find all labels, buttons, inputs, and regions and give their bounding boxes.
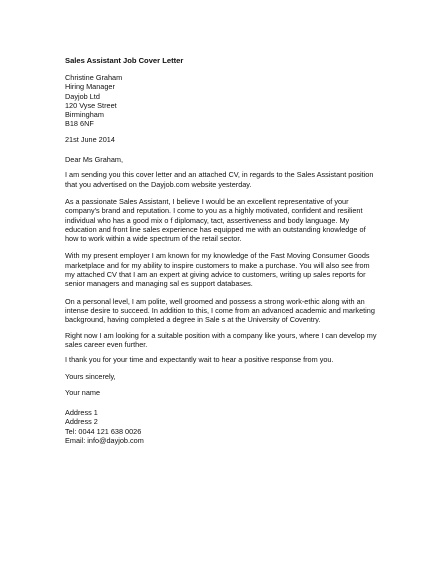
paragraph (65, 251, 385, 288)
paragraph (65, 170, 385, 189)
paragraph (65, 331, 385, 350)
paragraph-line: I am sending you this cover letter and an attached CV, in regards to the Sales Assistant position (65, 170, 374, 180)
letter-date: 21st June 2014 (65, 134, 115, 144)
paragraph-line: With my present employer I am known for my knowledge of the Fast Moving Consumer Goods (65, 251, 370, 261)
paragraph-line: senior managers and managing sal es support databases. (65, 279, 253, 289)
paragraph (65, 197, 385, 243)
signature-name: Your name (65, 387, 101, 397)
paragraph-line: Right now I am looking for a suitable position with a company like yours, where I can develop my (65, 330, 377, 340)
letter-body (65, 56, 385, 445)
sender-line: Email: info@dayjob.com (65, 435, 144, 445)
recipient-line: Birmingham (65, 110, 104, 120)
paragraph-line: education and front line sales experience has equipped me with an outstanding knowledge of (65, 224, 366, 234)
paragraph-line: On a personal level, I am polite, well groomed and possess a strong work-ethic along with an (65, 296, 365, 306)
paragraph-line: marketplace and for my ability to inspire customers to make a purchase. You will also see from (65, 260, 370, 270)
recipient-line: Dayjob Ltd (65, 91, 100, 101)
paragraph-line: that you advertised on the Dayjob.com website yesterday. (65, 179, 252, 189)
paragraph-line: background, having completed a degree in Sale s at the University of Coventry. (65, 315, 321, 325)
paragraph (65, 297, 385, 325)
paragraph-line: my attached CV that I am an expert at giving advice to customers, writing up sales reports for (65, 270, 366, 280)
sender-line: Tel: 0044 121 638 0026 (65, 426, 142, 436)
sender-line: Address 1 (65, 408, 98, 418)
sender-details (65, 408, 385, 445)
letter-title: Sales Assistant Job Cover Letter (65, 56, 184, 65)
recipient-line: Christine Graham (65, 73, 123, 82)
paragraph-line: sales career even further. (65, 339, 148, 349)
paragraph (65, 355, 385, 364)
paragraph-line: how to work within a wide spectrum of the retail sector. (65, 234, 242, 244)
paragraph-line: individual who has a good mix o f diplomacy, tact, assertiveness and body language. My (65, 215, 350, 225)
paragraph-line: As a passionate Sales Assistant, I believe I would be an excellent representative of your (65, 196, 349, 206)
sender-line: Address 2 (65, 417, 98, 427)
recipient-line: 120 Vyse Street (65, 100, 117, 110)
paragraph-line: I thank you for your time and expectantly wait to hear a positive response from you. (65, 355, 334, 365)
closing: Yours sincerely, (65, 372, 116, 382)
recipient-line: B18 6NF (65, 119, 94, 129)
paragraph-line: intense desire to succeed. In addition to this, I come from an advanced academic and marketing (65, 305, 375, 315)
recipient-line: Hiring Manager (65, 82, 115, 92)
salutation: Dear Ms Graham, (65, 155, 123, 165)
paragraph-line: company's brand and reputation. I come to you as a highly motivated, confident and resilient (65, 206, 363, 216)
recipient-address (65, 73, 385, 129)
